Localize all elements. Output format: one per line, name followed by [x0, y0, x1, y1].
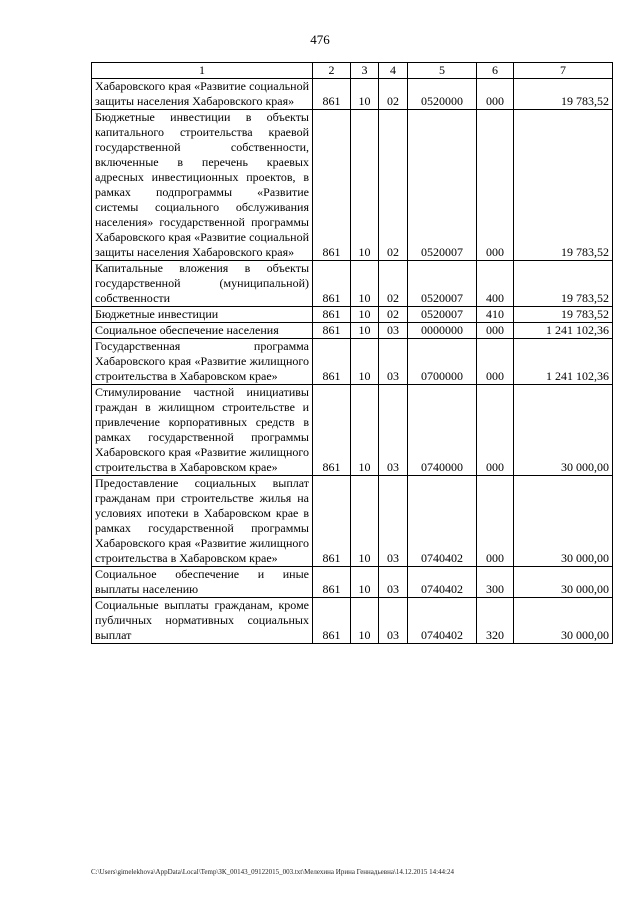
row-razdel: 10 [351, 261, 379, 307]
row-razdel: 10 [351, 307, 379, 323]
row-vr: 000 [477, 323, 514, 339]
row-name: Социальные выплаты гражданам, кроме публичных нормативных социальных выплат [92, 598, 313, 644]
row-podrazdel: 03 [379, 339, 408, 385]
row-vedomstvo: 861 [313, 110, 351, 261]
row-razdel: 10 [351, 79, 379, 110]
row-name: Социальное обеспечение населения [92, 323, 313, 339]
row-vr: 300 [477, 567, 514, 598]
table-row [92, 385, 613, 476]
row-vr: 400 [477, 261, 514, 307]
row-sum: 19 783,52 [514, 261, 613, 307]
row-sum: 19 783,52 [514, 110, 613, 261]
table-row [92, 567, 613, 598]
row-razdel: 10 [351, 476, 379, 567]
table-row [92, 79, 613, 110]
row-sum: 30 000,00 [514, 385, 613, 476]
header-vr: 6 [477, 63, 514, 79]
header-row [92, 63, 613, 79]
table-row [92, 261, 613, 307]
row-podrazdel: 02 [379, 307, 408, 323]
table-row [92, 307, 613, 323]
row-podrazdel: 02 [379, 261, 408, 307]
row-vr: 000 [477, 339, 514, 385]
row-podrazdel: 03 [379, 323, 408, 339]
row-csr: 0740000 [408, 385, 477, 476]
header-vedomstvo: 2 [313, 63, 351, 79]
row-sum: 19 783,52 [514, 307, 613, 323]
row-csr: 0520000 [408, 79, 477, 110]
row-name: Социальное обеспечение и иные выплаты населению [92, 567, 313, 598]
row-vr: 000 [477, 79, 514, 110]
row-vr: 000 [477, 385, 514, 476]
table-row [92, 598, 613, 644]
row-sum: 30 000,00 [514, 598, 613, 644]
row-podrazdel: 02 [379, 79, 408, 110]
row-vr: 320 [477, 598, 514, 644]
row-vedomstvo: 861 [313, 339, 351, 385]
row-razdel: 10 [351, 567, 379, 598]
row-name: Бюджетные инвестиции [92, 307, 313, 323]
row-csr: 0740402 [408, 567, 477, 598]
row-csr: 0740402 [408, 476, 477, 567]
table-row [92, 323, 613, 339]
row-razdel: 10 [351, 323, 379, 339]
row-vedomstvo: 861 [313, 307, 351, 323]
row-podrazdel: 03 [379, 567, 408, 598]
row-csr: 0000000 [408, 323, 477, 339]
row-sum: 30 000,00 [514, 476, 613, 567]
table-row [92, 476, 613, 567]
table-row [92, 339, 613, 385]
row-razdel: 10 [351, 598, 379, 644]
row-podrazdel: 03 [379, 476, 408, 567]
row-podrazdel: 03 [379, 385, 408, 476]
row-csr: 0520007 [408, 261, 477, 307]
file-path-footer: C:\Users\gimelekhova\AppData\Local\Temp\ЗК_00143_09122015_003.txt\Мелехина Ирина Геннадьевна\14.12.2015 14:44:24 [91, 868, 455, 876]
row-vedomstvo: 861 [313, 323, 351, 339]
row-name: Хабаровского края «Развитие социальной защиты населения Хабаровского края» [92, 79, 313, 110]
row-sum: 30 000,00 [514, 567, 613, 598]
row-vedomstvo: 861 [313, 261, 351, 307]
page-number: 476 [310, 32, 330, 47]
row-razdel: 10 [351, 385, 379, 476]
row-vedomstvo: 861 [313, 385, 351, 476]
row-csr: 0700000 [408, 339, 477, 385]
row-vr: 410 [477, 307, 514, 323]
row-razdel: 10 [351, 110, 379, 261]
row-name: Государственная программа Хабаровского края «Развитие жилищного строительства в Хабаровском крае» [92, 339, 313, 385]
row-vr: 000 [477, 110, 514, 261]
row-name: Капитальные вложения в объекты государственной (муниципальной) собственности [92, 261, 313, 307]
header-name: 1 [92, 63, 313, 79]
row-name: Бюджетные инвестиции в объекты капитального строительства краевой государственной собственности, включенные в перечень краевых адресных инвестиционных проектов, в рамках подпрограммы «Развитие системы социального обслуживания населения» государственной программы Хабаровского края «Развитие социальной защиты населения Хабаровского края» [92, 110, 313, 261]
table-row [92, 110, 613, 261]
row-vedomstvo: 861 [313, 567, 351, 598]
row-sum: 1 241 102,36 [514, 323, 613, 339]
header-sum: 7 [514, 63, 613, 79]
row-vr: 000 [477, 476, 514, 567]
row-vedomstvo: 861 [313, 476, 351, 567]
row-vedomstvo: 861 [313, 79, 351, 110]
row-sum: 1 241 102,36 [514, 339, 613, 385]
row-name: Предоставление социальных выплат гражданам при строительстве жилья на условиях ипотеки в Хабаровском крае в рамках государственной программы Хабаровского края «Развитие жилищного строительства в Хабаровском крае» [92, 476, 313, 567]
header-razdel: 3 [351, 63, 379, 79]
row-csr: 0520007 [408, 307, 477, 323]
row-vedomstvo: 861 [313, 598, 351, 644]
row-csr: 0740402 [408, 598, 477, 644]
row-razdel: 10 [351, 339, 379, 385]
row-podrazdel: 02 [379, 110, 408, 261]
budget-table [91, 62, 613, 644]
row-sum: 19 783,52 [514, 79, 613, 110]
row-name: Стимулирование частной инициативы граждан в жилищном строительстве и привлечение корпоративных средств в рамках государственной программы Хабаровского края «Развитие жилищного строительства в Хабаровском крае» [92, 385, 313, 476]
header-podrazdel: 4 [379, 63, 408, 79]
header-csr: 5 [408, 63, 477, 79]
row-podrazdel: 03 [379, 598, 408, 644]
row-csr: 0520007 [408, 110, 477, 261]
